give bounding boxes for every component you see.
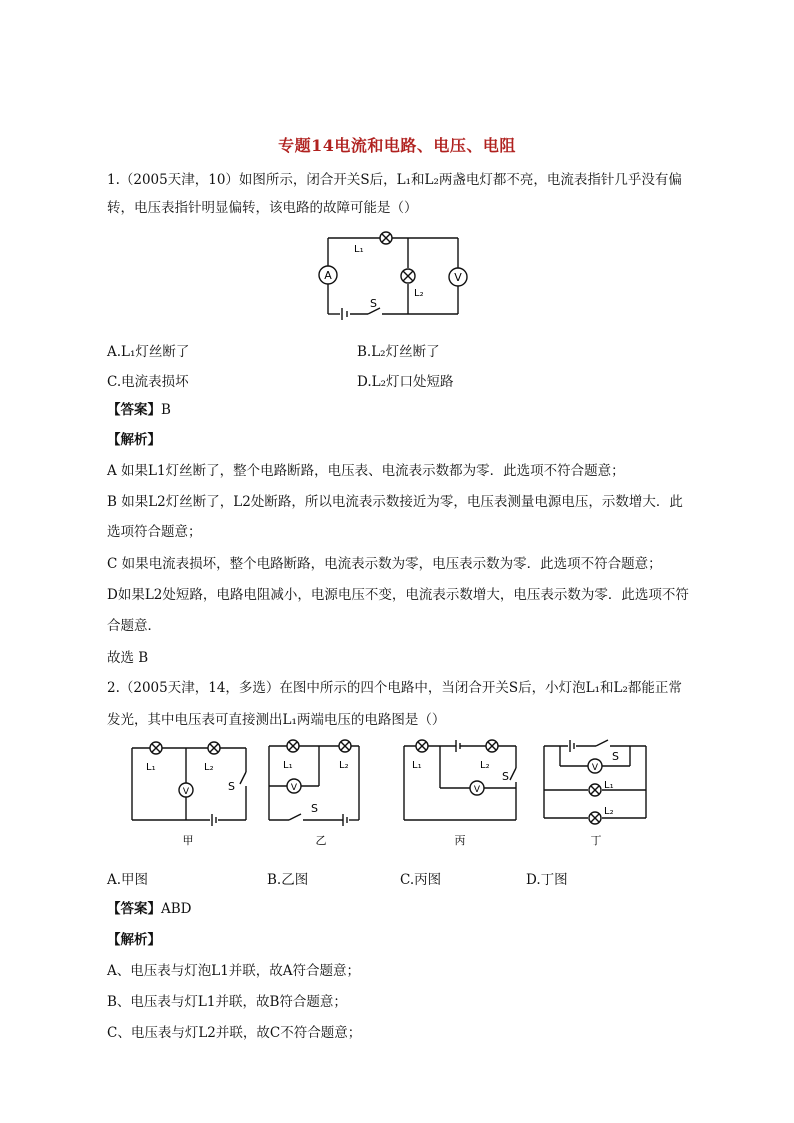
q2-bing-label-l1: L₁ <box>412 760 422 771</box>
q2-jia-label-s: S <box>228 780 235 793</box>
q2-option-b: B.乙图 <box>267 872 309 888</box>
q2-answer-value: ABD <box>161 901 192 917</box>
q2-ding-caption: 丁 <box>590 834 602 847</box>
q1-analysis-line-5: D如果L2处短路，电路电阻减小，电源电压不变，电流表示数增大，电压表示数为零．此选项不符 <box>107 587 689 603</box>
q2-answer <box>107 899 192 919</box>
q2-analysis-line-2: B、电压表与灯L1并联，故B符合题意； <box>107 994 347 1010</box>
q1-option-b: B.L₂灯丝断了 <box>357 344 440 360</box>
q2-bing-caption: 丙 <box>454 834 466 847</box>
q1-analysis-line-1: A 如果L1灯丝断了，整个电路断路，电压表、电流表示数都为零．此选项不符合题意； <box>107 463 625 479</box>
q2-jia-label-l1: L₁ <box>146 762 156 773</box>
q2-bing-label-s: S <box>502 770 509 783</box>
q2-stem-line1: 2.（2005天津，14，多选）在图中所示的四个电路中，当闭合开关S后，小灯泡L₁和L₂都能正常 <box>107 680 682 696</box>
q1-answer-value: B <box>161 402 171 418</box>
q1-label-v: V <box>454 271 462 284</box>
q1-option-d: D.L₂灯口处短路 <box>357 374 454 390</box>
q2-yi-label-l2: L₂ <box>339 760 349 771</box>
q2-jia-caption: 甲 <box>182 834 194 847</box>
q2-option-c: C.丙图 <box>400 872 442 888</box>
q1-label-a: A <box>324 269 332 282</box>
q2-circuit-bing <box>398 738 522 850</box>
q1-analysis-line-6: 合题意． <box>107 618 161 634</box>
q2-bing-label-v: V <box>473 785 481 795</box>
q1-label-l1: L₁ <box>354 244 364 255</box>
q2-circuit-ding <box>536 738 660 850</box>
q1-analysis-label: 【解析】 <box>107 432 161 448</box>
q2-yi-caption: 乙 <box>315 834 327 847</box>
q2-circuit-yi <box>263 738 371 850</box>
q2-analysis-line-1: A、电压表与灯泡L1并联，故A符合题意； <box>107 963 361 979</box>
q1-label-l2: L₂ <box>414 288 424 299</box>
q2-stem-line2: 发光，其中电压表可直接测出L₁两端电压的电路图是（） <box>107 712 446 728</box>
q1-answer-label: 【答案】 <box>107 402 161 418</box>
q1-stem-line1: 1.（2005天津，10）如图所示，闭合开关S后，L₁和L₂两盏电灯都不亮，电流表指针几乎没有偏 <box>107 172 682 188</box>
q1-answer <box>107 400 171 420</box>
q1-circuit-diagram <box>316 230 472 322</box>
q1-stem-line2: 转，电压表指针明显偏转，该电路的故障可能是（） <box>107 200 418 216</box>
q2-yi-label-s: S <box>311 802 318 815</box>
q2-yi-label-v: V <box>290 783 298 793</box>
q2-circuit-jia <box>128 738 256 850</box>
q1-analysis-line-2: B 如果L2灯丝断了，L2处断路，所以电流表示数接近为零，电压表测量电源电压，示数增大．此 <box>107 494 683 510</box>
q2-analysis-label: 【解析】 <box>107 932 161 948</box>
q2-ding-label-l1: L₁ <box>604 780 614 791</box>
page-title: 专题14电流和电路、电压、电阻 <box>278 136 516 155</box>
q1-analysis-line-3: 选项符合题意； <box>107 524 202 540</box>
q2-yi-label-l1: L₁ <box>283 760 293 771</box>
q2-ding-label-v: V <box>591 763 599 773</box>
q2-answer-label: 【答案】 <box>107 901 161 917</box>
q2-jia-label-v: V <box>182 787 190 797</box>
q1-conclusion: 故选 B <box>107 650 149 666</box>
q2-analysis-line-3: C、电压表与灯L2并联，故C不符合题意； <box>107 1025 362 1041</box>
q2-bing-label-l2: L₂ <box>480 760 490 771</box>
q1-label-s: S <box>370 297 377 310</box>
q2-ding-label-l2: L₂ <box>604 806 614 817</box>
q2-ding-label-s: S <box>612 750 619 763</box>
q2-option-a: A.甲图 <box>107 872 149 888</box>
q2-jia-label-l2: L₂ <box>204 762 214 773</box>
q1-analysis-line-4: C 如果电流表损坏，整个电路断路，电流表示数为零，电压表示数为零．此选项不符合题意； <box>107 556 662 572</box>
q1-option-c: C.电流表损坏 <box>107 374 189 390</box>
q1-option-a: A.L₁灯丝断了 <box>107 344 190 360</box>
q2-option-d: D.丁图 <box>526 872 568 888</box>
